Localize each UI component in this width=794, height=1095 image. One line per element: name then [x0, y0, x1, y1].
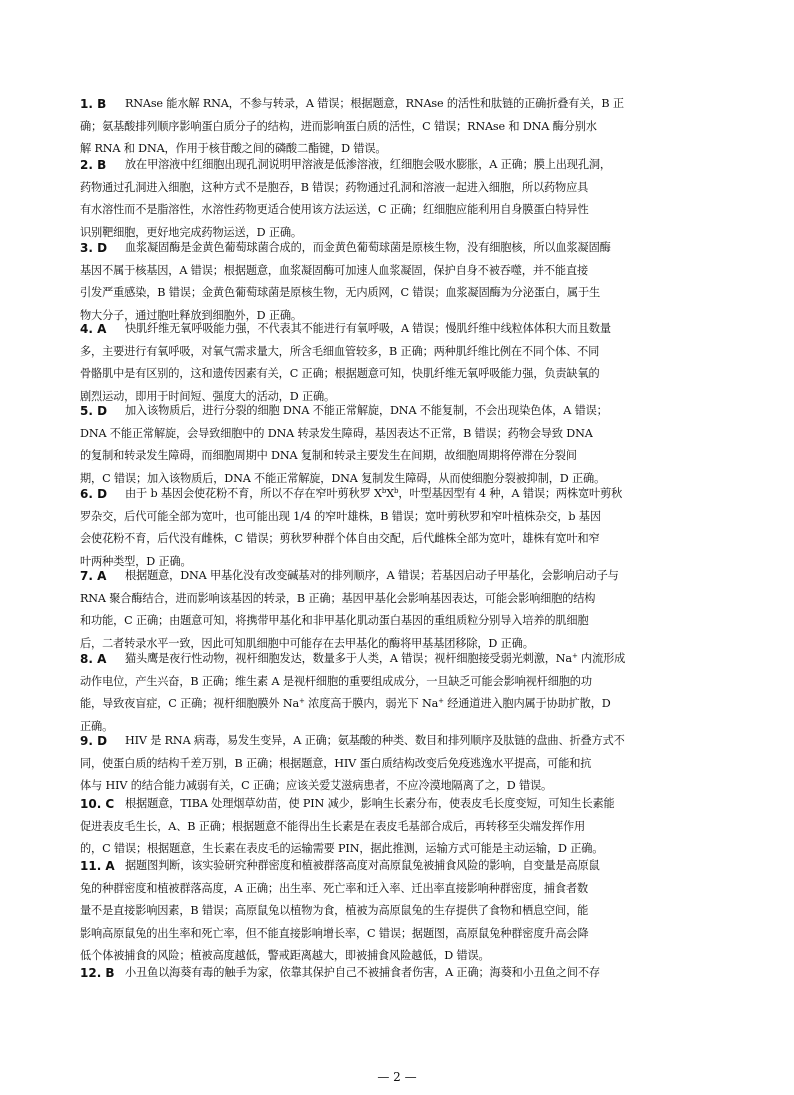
- explanation-line: 影响高原鼠兔的出生率和死亡率，但不能直接影响增长率，C 错误；据题图，高原鼠兔种群密度升高会降: [80, 926, 589, 940]
- answer-number: 4. A: [80, 322, 107, 336]
- explanation-line: 后，二者转录水平一致，因此可知肌细胞中可能存在去甲基化的酶将甲基基团移除，D 正确。: [80, 636, 534, 650]
- explanation-line: 正确。: [80, 719, 114, 733]
- explanation-line: 量不是直接影响因素，B 错误；高原鼠兔以植物为食，植被为高原鼠兔的生存提供了食物和栖息空间，能: [80, 904, 589, 917]
- answer-number: 8. A: [80, 652, 107, 666]
- explanation-line: 加入该物质后，进行分裂的细胞 DNA 不能正常解旋，DNA 不能复制，不会出现染色体，A 错误；: [125, 404, 608, 417]
- explanation-line: 的，C 错误；根据题意，生长素在表皮毛的运输需要 PIN，据此推测，运输方式可能是主动运输，D 正确。: [80, 842, 604, 855]
- explanation-line: 基因不属于核基因，A 错误；根据题意，血浆凝固酶可加速人血浆凝固，保护自身不被吞噬，并不能直接: [80, 263, 589, 277]
- explanation-line: 由于 b 基因会使花粉不育，所以不存在窄叶剪秋罗 $X^bX^b$，叶型基因型有 4 种，A 错误；两株宽叶剪秋: [125, 487, 623, 500]
- explanation-line: HIV 是 RNA 病毒，易发生变异，A 正确；氨基酸的种类、数目和排列顺序及肽链的盘曲、折叠方式不: [125, 734, 625, 747]
- answer-number: 7. A: [80, 569, 107, 583]
- explanation-line: 低个体被捕食的风险；植被高度越低，警戒距离越大，即被捕食风险越低，D 错误。: [80, 949, 490, 962]
- explanation-line: 骨骼肌中是有区别的，这和遗传因素有关，C 正确；根据题意可知，快肌纤维无氧呼吸能力强，负责缺氧的: [80, 367, 600, 380]
- explanation-line: 有水溶性而不是脂溶性，水溶性药物更适合使用该方法运送，C 正确；红细胞应能利用自身膜蛋白特异性: [80, 203, 589, 216]
- explanation-line: 叶两种类型，D 正确。: [80, 554, 192, 568]
- answer-number: 1. B: [80, 97, 107, 111]
- explanation-line: 会使花粉不育，后代没有雌株，C 错误；剪秋罗种群个体自由交配，后代雌株全部为宽叶，雄株有宽叶和窄: [80, 532, 600, 545]
- answer-number: 2. B: [80, 158, 107, 172]
- explanation-line: 剧烈运动，即用于时间短、强度大的活动，D 正确。: [80, 389, 336, 403]
- explanation-line: 能，导致夜盲症，C 正确；视杆细胞膜外 Na+ 浓度高于膜内，弱光下 Na+ 经通道进入胞内属于协助扩散，D: [80, 697, 611, 710]
- explanation-line: 物大分子，通过胞吐释放到细胞外，D 正确。: [80, 308, 302, 322]
- page-number: — 2 —: [377, 1070, 417, 1084]
- explanation-line: 体与 HIV 的结合能力减弱有关，C 正确；应该关爱艾滋病患者，不应冷漠地隔离了之，D 错误。: [80, 779, 553, 792]
- explanation-line: 据题图判断，该实验研究种群密度和植被群落高度对高原鼠兔被捕食风险的影响，自变量是高原鼠: [125, 859, 600, 872]
- explanation-line: 动作电位，产生兴奋，B 正确；维生素 A 是视杆细胞的重要组成成分，一旦缺乏可能会影响视杆细胞的功: [80, 674, 592, 688]
- explanation-line: RNA 聚合酶结合，进而影响该基因的转录，B 正确；基因甲基化会影响基因表达，可能会影响细胞的结构: [80, 591, 596, 605]
- explanation-line: 小丑鱼以海葵有毒的触手为家，依靠其保护自己不被捕食者伤害，A 正确；海葵和小丑鱼之间不存: [125, 966, 600, 979]
- explanation-line: 罗杂交，后代可能全部为宽叶，也可能出现 1/4 的窄叶雄株，B 错误；宽叶剪秋罗和窄叶植株杂交，b 基因: [80, 509, 601, 523]
- explanation-line: 根据题意，TIBA 处理烟草幼苗，使 PIN 减少，影响生长素分布，使表皮毛长度变短，可知生长素能: [125, 797, 615, 810]
- explanation-line: 引发严重感染，B 错误；金黄色葡萄球菌是原核生物，无内质网，C 错误；血浆凝固酶为分泌蛋白，属于生: [80, 286, 600, 299]
- explanation-line: 药物通过孔洞进入细胞，这种方式不是胞吞，B 错误；药物通过孔洞和溶液一起进入细胞，所以药物应具: [80, 180, 589, 194]
- answer-number: 9. D: [80, 734, 108, 748]
- answer-number: 5. D: [80, 404, 108, 418]
- explanation-line: 猫头鹰是夜行性动物，视杆细胞发达，数量多于人类，A 错误；视杆细胞接受弱光刺激，Na+ 内流形成: [125, 652, 626, 665]
- explanation-line: 和功能，C 正确；由题意可知，将携带甲基化和非甲基化肌动蛋白基因的重组质粒分别导入培养的肌细胞: [80, 614, 589, 627]
- explanation-line: 放在甲溶液中红细胞出现孔洞说明甲溶液是低渗溶液，红细胞会吸水膨胀，A 正确；膜上出现孔洞，: [125, 158, 611, 171]
- explanation-line: 多，主要进行有氧呼吸，对氧气需求量大，所含毛细血管较多，B 正确；两种肌纤维比例在不同个体、不同: [80, 344, 600, 358]
- explanation-line: 同，使蛋白质的结构千差万别，B 正确；根据题意，HIV 蛋白质结构改变后免疫逃逸水平提高，可能和抗: [80, 756, 592, 770]
- explanation-line: 的复制和转录发生障碍，而细胞周期中 DNA 复制和转录主要发生在间期，故细胞周期将停滞在分裂间: [80, 449, 577, 462]
- answer-number: 12. B: [80, 966, 115, 980]
- answer-number: 10. C: [80, 797, 115, 811]
- explanation-line: 解 RNA 和 DNA，作用于核苷酸之间的磷酸二酯键，D 错误。: [80, 142, 387, 155]
- explanation-line: 识别靶细胞，更好地完成药物运送，D 正确。: [80, 225, 302, 239]
- explanation-line: 确；氨基酸排列顺序影响蛋白质分子的结构，进而影响蛋白质的活性，C 错误；RNAse 和 DNA 酶分别水: [80, 119, 597, 133]
- answer-number: 11. A: [80, 859, 115, 873]
- explanation-line: DNA 不能正常解旋，会导致细胞中的 DNA 转录发生障碍，基因表达不正常，B 错误；药物会导致 DNA: [80, 426, 593, 440]
- explanation-line: 期，C 错误；加入该物质后，DNA 不能正常解旋，DNA 复制发生障碍，从而使细胞分裂被抑制，D 正确。: [80, 471, 606, 485]
- explanation-line: 血浆凝固酶是金黄色葡萄球菌合成的，而金黄色葡萄球菌是原核生物，没有细胞核，所以血浆凝固酶: [125, 241, 611, 254]
- explanation-line: 根据题意，DNA 甲基化没有改变碱基对的排列顺序，A 错误；若基因启动子甲基化，会影响启动子与: [125, 569, 619, 582]
- explanation-line: 兔的种群密度和植被群落高度，A 正确；出生率、死亡率和迁入率、迁出率直接影响种群密度，捕食者数: [80, 881, 589, 895]
- answer-number: 3. D: [80, 241, 108, 255]
- explanation-line: RNAse 能水解 RNA，不参与转录，A 错误；根据题意，RNAse 的活性和肽链的正确折叠有关，B 正: [125, 97, 624, 110]
- explanation-line: 快肌纤维无氧呼吸能力强，不代表其不能进行有氧呼吸，A 错误；慢肌纤维中线粒体体积大而且数量: [125, 322, 611, 335]
- answer-number: 6. D: [80, 487, 108, 501]
- explanation-line: 促进表皮毛生长，A、B 正确；根据题意不能得出生长素是在表皮毛基部合成后，再转移至尖端发挥作用: [80, 819, 586, 833]
